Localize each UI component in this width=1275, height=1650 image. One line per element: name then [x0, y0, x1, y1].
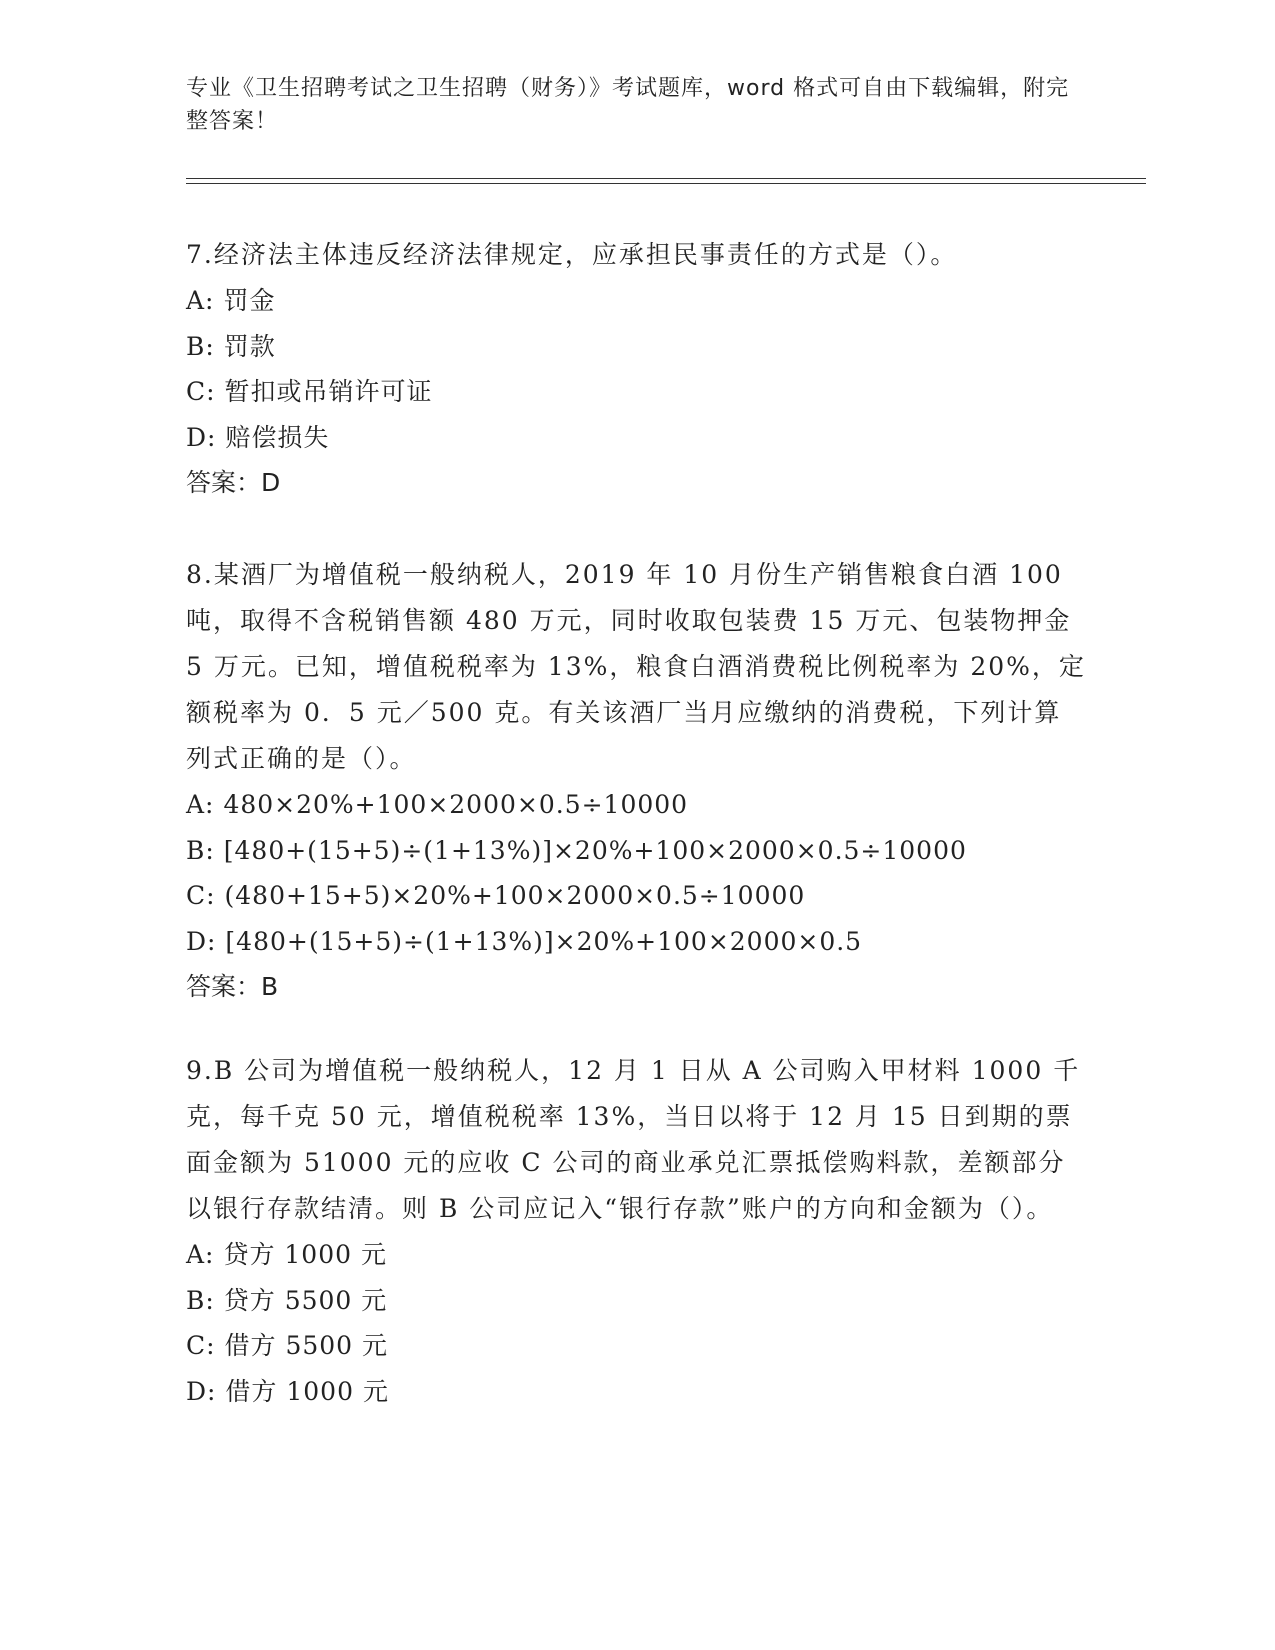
- option-text: 暂扣或吊销许可证: [224, 377, 433, 406]
- option-letter: A:: [186, 1240, 215, 1269]
- option-text: 赔偿损失: [225, 422, 330, 452]
- option-text: 借方 5500 元: [224, 1331, 389, 1360]
- option-text: (480+15+5)×20%+100×2000×0.5÷10000: [224, 881, 806, 910]
- option-c: [186, 369, 1086, 415]
- option-letter: B:: [186, 1285, 215, 1315]
- option-letter: B:: [186, 331, 215, 361]
- option-letter: A:: [186, 286, 215, 315]
- option-text: 贷方 5500 元: [223, 1285, 388, 1315]
- option-d: [186, 919, 1086, 965]
- option-a: [186, 1232, 1086, 1278]
- option-text: [480+(15+5)÷(1+13%)]×20%+100×2000×0.5: [225, 926, 863, 956]
- question-stem: 9.B 公司为增值税一般纳税人，12 月 1 日从 A 公司购入甲材料 1000 千克，每千克 50 元，增值税税率 13%，当日以将于 12 月 15 日到期的票面金额为 51000 元的应收 C 公司的商业承兑汇票抵偿购料款，差额部分以银行存款结清。则 B 公司应记入“银行存款”账户的方向和金额为（）。: [186, 1056, 1081, 1223]
- option-text: [480+(15+5)÷(1+13%)]×20%+100×2000×0.5÷10000: [223, 835, 967, 865]
- option-letter: A:: [186, 790, 215, 819]
- option-letter: C:: [186, 881, 216, 910]
- question-7: [186, 232, 1086, 506]
- option-d: [186, 415, 1086, 461]
- option-letter: B:: [186, 835, 215, 865]
- question-stem: 8.某酒厂为增值税一般纳税人，2019 年 10 月份生产销售粮食白酒 100 吨，取得不含税销售额 480 万元，同时收取包装费 15 万元、包装物押金 5 万元。已知，增值税税率为 13%，粮食白酒消费税比例税率为 20%，定额税率为 0．5 元／500 克。有关该酒厂当月应缴纳的消费税，下列计算列式正确的是（）。: [186, 560, 1086, 773]
- option-letter: C:: [186, 1331, 216, 1360]
- question-stem: 7.经济法主体违反经济法律规定，应承担民事责任的方式是（）。: [186, 240, 958, 269]
- option-letter: D:: [186, 422, 217, 452]
- answer: 答案：B: [186, 972, 279, 1001]
- answer: 答案：D: [186, 468, 281, 497]
- option-text: 罚金: [223, 286, 276, 315]
- option-text: 借方 1000 元: [225, 1376, 389, 1406]
- option-d: [186, 1369, 1086, 1415]
- option-b: [186, 1278, 1086, 1324]
- option-c: [186, 873, 1086, 919]
- question-9: [186, 1048, 1086, 1414]
- option-text: 480×20%+100×2000×0.5÷10000: [223, 790, 689, 819]
- option-b: [186, 324, 1086, 370]
- header-intro: 专业《卫生招聘考试之卫生招聘（财务）》考试题库，word 格式可自由下载编辑，附完整答案！: [186, 76, 1070, 134]
- option-letter: C:: [186, 377, 216, 406]
- option-text: 贷方 1000 元: [223, 1240, 387, 1269]
- option-a: [186, 278, 1086, 324]
- header-rule-top: [186, 178, 1146, 179]
- option-b: [186, 828, 1086, 874]
- header-rule-bottom: [186, 183, 1146, 184]
- option-a: [186, 782, 1086, 828]
- option-letter: D:: [186, 926, 217, 956]
- option-c: [186, 1323, 1086, 1369]
- question-8: [186, 552, 1086, 1010]
- option-letter: D:: [186, 1376, 217, 1406]
- option-text: 罚款: [223, 331, 276, 361]
